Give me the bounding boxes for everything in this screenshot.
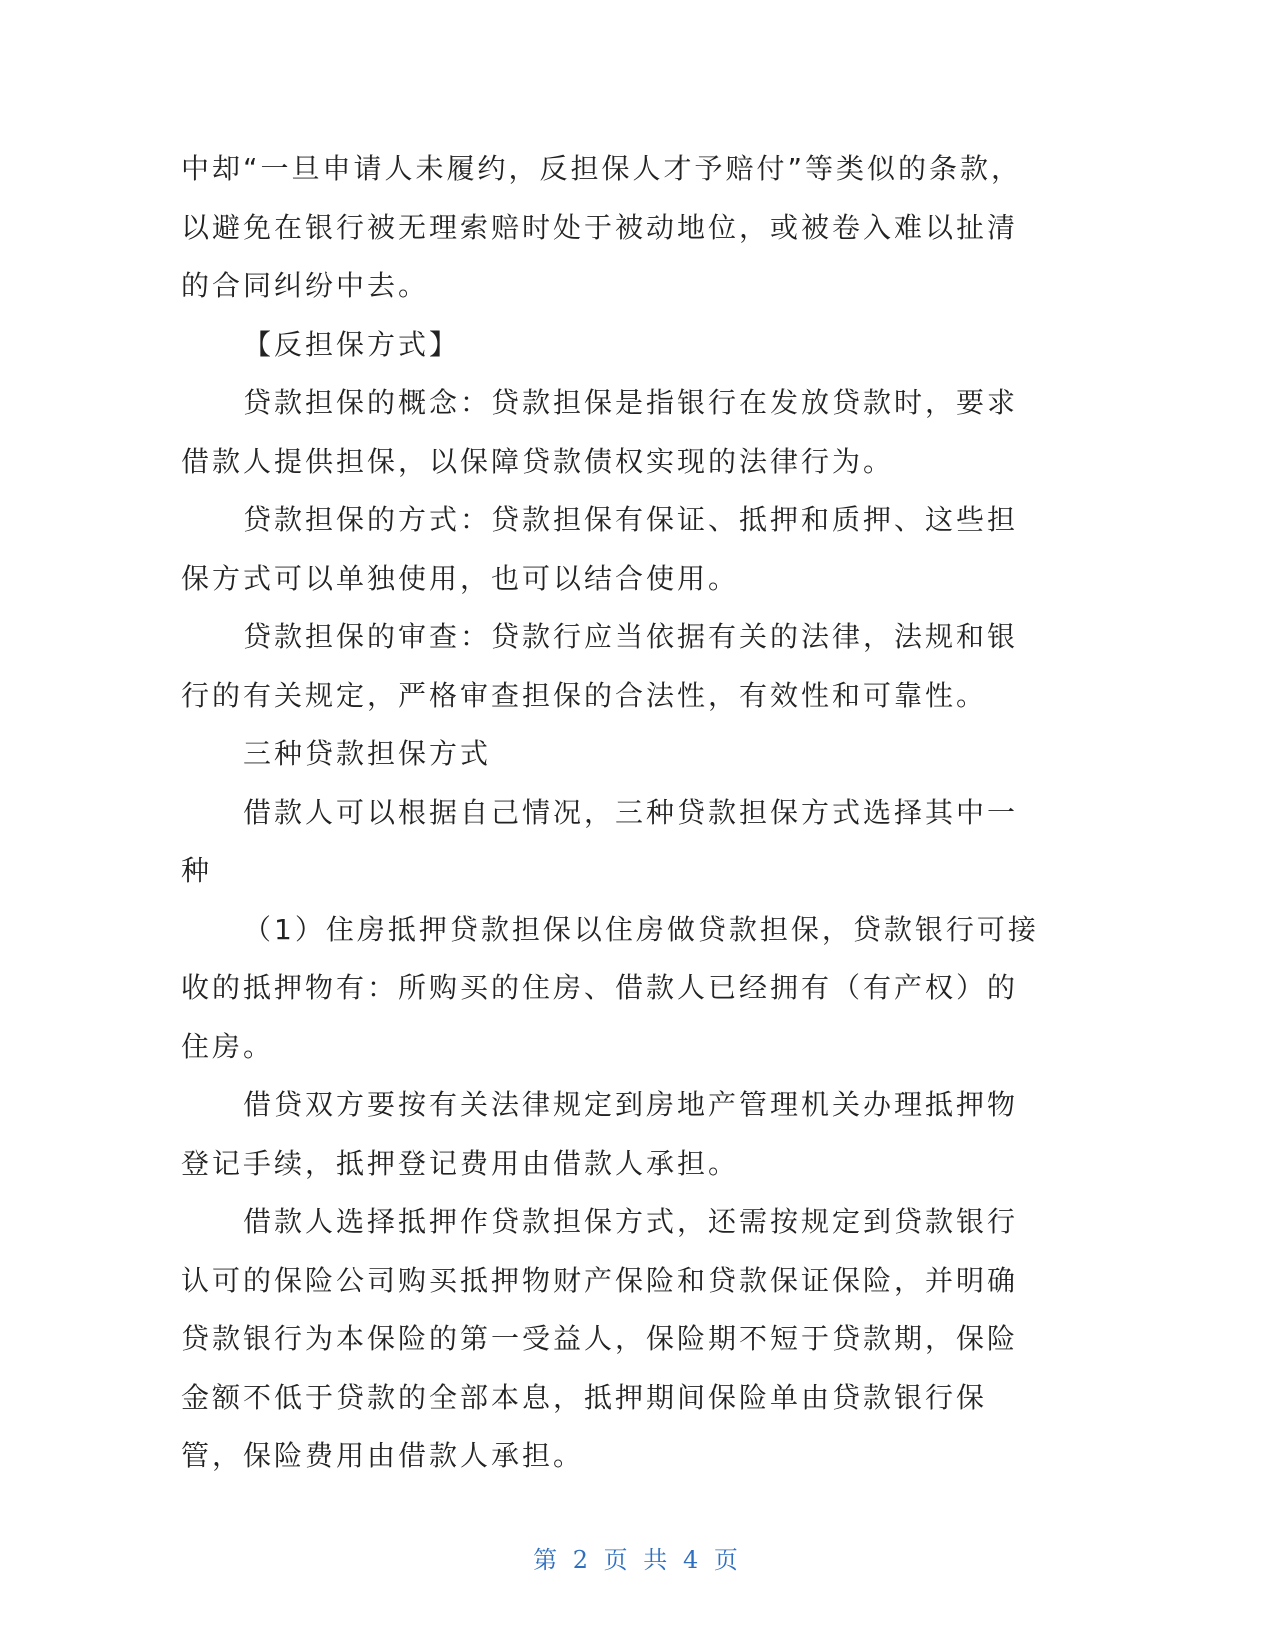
section-heading: 【反担保方式】 [243, 327, 461, 361]
document-body [181, 140, 1041, 1486]
paragraph-review: 贷款担保的审查：贷款行应当依据有关的法律，法规和银行的有关规定，严格审查担保的合法性，有效性和可靠性。 [181, 620, 1019, 712]
paragraph-insurance: 借款人选择抵押作贷款担保方式，还需按规定到贷款银行认可的保险公司购买抵押物财产保险和贷款保证保险，并明确贷款银行为本保险的第一受益人，保险期不短于贷款期，保险金额不低于贷款的全部本息，抵押期间保险单由贷款银行保管，保险费用由借款人承担。 [181, 1205, 1019, 1472]
paragraph-concept: 贷款担保的概念：贷款担保是指银行在发放贷款时，要求借款人提供担保，以保障贷款债权实现的法律行为。 [181, 386, 1019, 478]
page-number-footer: 第 2 页 共 4 页 [533, 1546, 742, 1574]
subheading-three-methods: 三种贷款担保方式 [243, 737, 492, 770]
paragraph-registration: 借贷双方要按有关法律规定到房地产管理机关办理抵押物登记手续，抵押登记费用由借款人承担。 [181, 1088, 1019, 1180]
paragraph-housing-mortgage: （1）住房抵押贷款担保以住房做贷款担保，贷款银行可接收的抵押物有：所购买的住房、借款人已经拥有（有产权）的住房。 [181, 912, 1039, 1063]
paragraph-methods: 贷款担保的方式：贷款担保有保证、抵押和质押、这些担保方式可以单独使用，也可以结合使用。 [181, 503, 1019, 595]
paragraph-1: 中却“一旦申请人未履约，反担保人才予赔付”等类似的条款，以避免在银行被无理索赔时处于被动地位，或被卷入难以扯清的合同纠纷中去。 [181, 152, 1023, 302]
paragraph-choose: 借款人可以根据自己情况，三种贷款担保方式选择其中一种 [181, 795, 1019, 887]
